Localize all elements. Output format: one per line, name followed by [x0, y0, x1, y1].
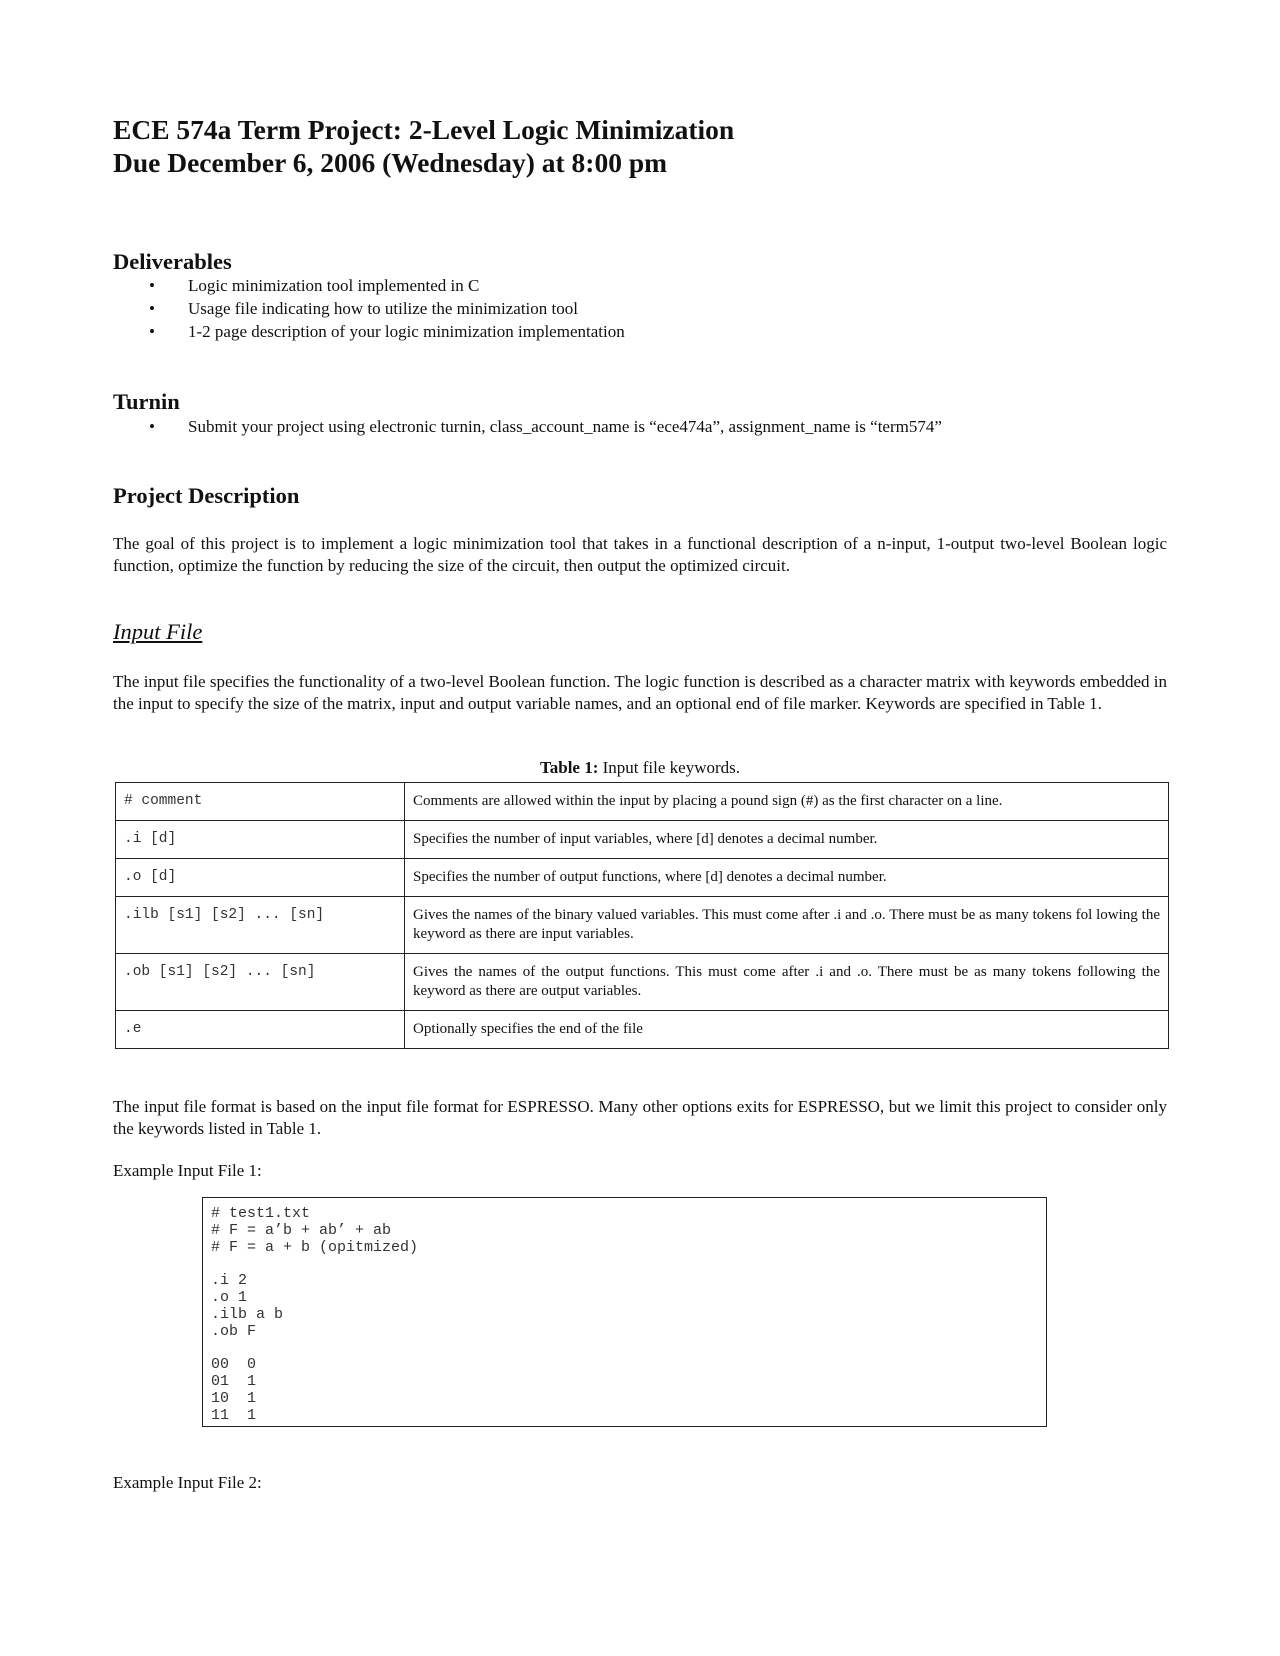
list-item: • Submit your project using electronic turnin, class_account_name is “ece474a”, assignment_name is “term574” — [149, 417, 942, 436]
table-row — [116, 1011, 1169, 1049]
description-cell: Specifies the number of output functions, where [d] denotes a decimal number. — [405, 859, 1169, 897]
deliverables-list — [113, 274, 625, 343]
description-cell: Optionally specifies the end of the file — [405, 1011, 1169, 1049]
table-row — [116, 897, 1169, 954]
description-cell: Gives the names of the binary valued variables. This must come after .i and .o. There must be as many tokens fol lowing the keyword as there are input variables. — [405, 897, 1169, 954]
list-item: • 1-2 page description of your logic minimization implementation — [149, 322, 625, 341]
bullet-icon: • — [149, 417, 155, 436]
espresso-paragraph: The input file format is based on the input file format for ESPRESSO. Many other options exits for ESPRESSO, but we limit this project to consider only the keywords listed in Table 1. — [113, 1097, 1167, 1138]
table-row — [116, 783, 1169, 821]
document-title — [113, 113, 734, 179]
example-1-code: # test1.txt # F = a’b + ab’ + ab # F = a + b (opitmized) .i 2 .o 1 .ilb a b .ob F 00 0 01 1 10 1 11 1 — [211, 1205, 419, 1424]
example-1-code-box — [202, 1197, 1047, 1427]
project-description-heading: Project Description — [113, 483, 300, 508]
table-row — [116, 821, 1169, 859]
keyword-cell: .ilb [s1] [s2] ... [sn] — [116, 897, 405, 954]
list-item: • Logic minimization tool implemented in C — [149, 276, 480, 295]
description-cell: Gives the names of the output functions. This must come after .i and .o. There must be as many tokens following the keyword as there are output variables. — [405, 954, 1169, 1011]
table-row — [116, 954, 1169, 1011]
keyword-cell: .o [d] — [116, 859, 405, 897]
table-caption-label: Table 1: — [539, 758, 599, 777]
list-item: • Usage file indicating how to utilize the minimization tool — [149, 299, 578, 318]
keyword-cell: .ob [s1] [s2] ... [sn] — [116, 954, 405, 1011]
input-file-paragraph: The input file specifies the functionality of a two-level Boolean function. The logic function is described as a character matrix with keywords embedded in the input to specify the size of the matrix, input and output variable names, and an optional end of file marker. Keywords are specified in Table 1. — [113, 672, 1167, 713]
bullet-icon: • — [149, 299, 155, 318]
table-row — [116, 859, 1169, 897]
title-line-1: ECE 574a Term Project: 2-Level Logic Minimization — [113, 114, 735, 145]
table-caption-text: Input file keywords. — [598, 758, 741, 777]
description-cell: Comments are allowed within the input by placing a pound sign (#) as the first character on a line. — [405, 783, 1169, 821]
bullet-icon: • — [149, 276, 155, 295]
example-1-label: Example Input File 1: — [113, 1161, 262, 1180]
description-cell: Specifies the number of input variables, where [d] denotes a decimal number. — [405, 821, 1169, 859]
input-file-heading: Input File — [113, 619, 203, 644]
keywords-table — [115, 782, 1169, 1049]
turnin-heading: Turnin — [113, 389, 180, 414]
example-2-label: Example Input File 2: — [113, 1473, 262, 1492]
turnin-list — [113, 415, 942, 438]
keyword-cell: # comment — [116, 783, 405, 821]
keyword-cell: .i [d] — [116, 821, 405, 859]
deliverables-heading: Deliverables — [113, 249, 232, 274]
table-caption — [113, 757, 1167, 779]
title-line-2: Due December 6, 2006 (Wednesday) at 8:00 pm — [113, 147, 668, 178]
keyword-cell: .e — [116, 1011, 405, 1049]
bullet-icon: • — [149, 322, 155, 341]
project-description-paragraph: The goal of this project is to implement a logic minimization tool that takes in a functional description of a n-input, 1-output two-level Boolean logic function, optimize the function by reducing the size of the circuit, then output the optimized circuit. — [113, 534, 1167, 575]
